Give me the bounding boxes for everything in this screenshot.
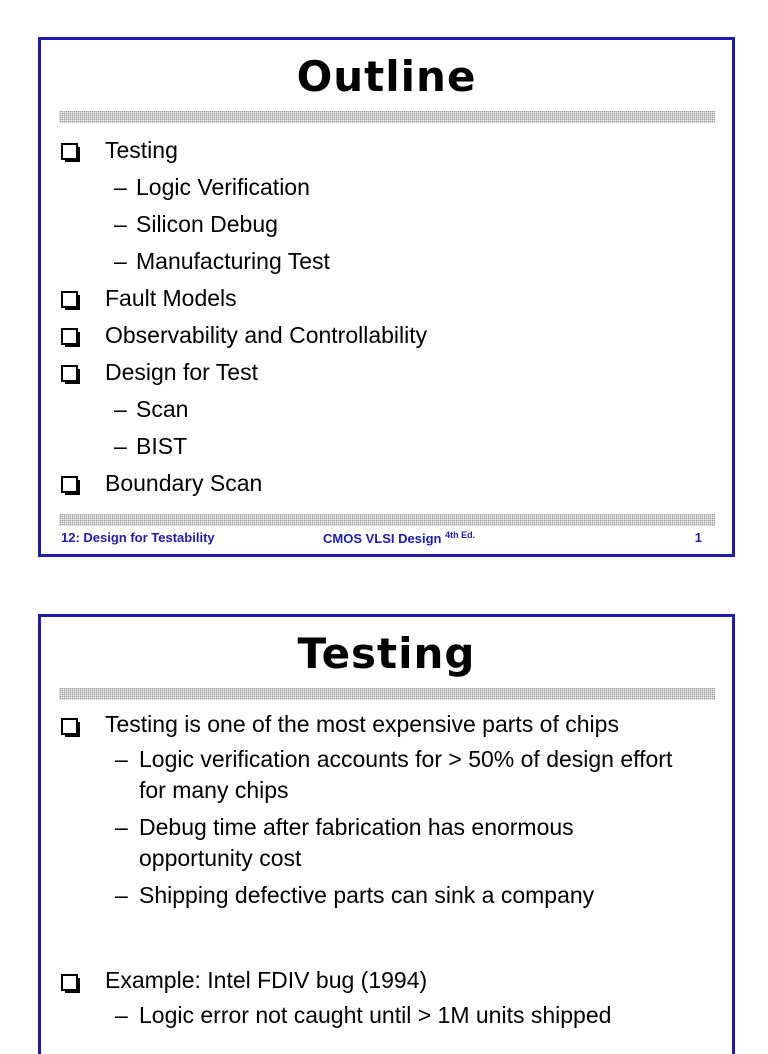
slide-outline <box>38 37 735 557</box>
dash-bullet: – <box>115 1002 128 1028</box>
dash-bullet: – <box>115 814 128 840</box>
list-item <box>61 465 427 502</box>
dash-bullet: – <box>114 211 127 237</box>
list-item-text: Silicon Debug <box>136 211 278 237</box>
title-divider-stripe <box>59 688 715 700</box>
footer-edition: 4th Ed. <box>445 530 476 540</box>
list-item <box>61 709 699 740</box>
checkbox-bullet-icon <box>61 365 78 382</box>
list-item-text: Testing <box>105 137 178 163</box>
list-item-text: Logic Verification <box>136 174 310 200</box>
footer-page-number: 1 <box>694 530 702 545</box>
checkbox-bullet-icon <box>61 291 78 308</box>
list-item <box>61 391 427 428</box>
list-item <box>61 880 699 911</box>
checkbox-bullet-icon <box>61 718 78 735</box>
list-item-text: Shipping defective parts can sink a company <box>139 882 595 908</box>
slide-testing <box>38 614 735 1054</box>
slide-title: Testing <box>297 629 476 678</box>
list-item <box>61 812 659 874</box>
list-item <box>61 243 427 280</box>
list-item-text: Manufacturing Test <box>136 248 330 274</box>
checkbox-bullet-icon <box>61 974 78 991</box>
list-item <box>61 132 427 169</box>
list-item <box>61 428 427 465</box>
list-item <box>61 317 427 354</box>
list-item-text: BIST <box>136 433 188 459</box>
list-item-text: Fault Models <box>105 285 237 311</box>
list-item <box>61 354 427 391</box>
list-item-text: Scan <box>136 396 189 422</box>
list-item-text: Debug time after fabrication has enormous opportunity cost <box>139 814 574 871</box>
dash-bullet: – <box>114 433 127 459</box>
dash-bullet: – <box>114 396 127 422</box>
list-item-text: Observability and Controllability <box>105 322 428 348</box>
dash-bullet: – <box>115 882 128 908</box>
list-item <box>61 169 427 206</box>
outline-list <box>61 132 427 502</box>
list-item-text: Logic verification accounts for > 50% of design effort for many chips <box>139 746 673 803</box>
footer-chapter: 12: Design for Testability <box>61 530 215 545</box>
list-item <box>61 1000 699 1031</box>
checkbox-bullet-icon <box>61 476 78 493</box>
testing-list <box>61 709 699 1037</box>
list-item <box>61 965 699 996</box>
list-item <box>61 744 699 806</box>
list-spacer <box>61 917 699 965</box>
list-item-text: Example: Intel FDIV bug (1994) <box>105 967 428 993</box>
slide-title: Outline <box>296 52 477 101</box>
dash-bullet: – <box>115 746 128 772</box>
checkbox-bullet-icon <box>61 328 78 345</box>
footer-book-name: CMOS VLSI Design <box>323 531 442 546</box>
list-item-text: Design for Test <box>105 359 258 385</box>
list-item <box>61 280 427 317</box>
dash-bullet: – <box>114 248 127 274</box>
footer-book-title <box>323 530 475 546</box>
list-item-text: Boundary Scan <box>105 470 263 496</box>
title-divider-stripe <box>59 111 715 123</box>
list-item-text: Testing is one of the most expensive parts of chips <box>105 711 619 737</box>
footer-divider-stripe <box>59 514 715 526</box>
checkbox-bullet-icon <box>61 143 78 160</box>
list-item <box>61 206 427 243</box>
dash-bullet: – <box>114 174 127 200</box>
list-item-text: Logic error not caught until > 1M units shipped <box>139 1002 612 1028</box>
